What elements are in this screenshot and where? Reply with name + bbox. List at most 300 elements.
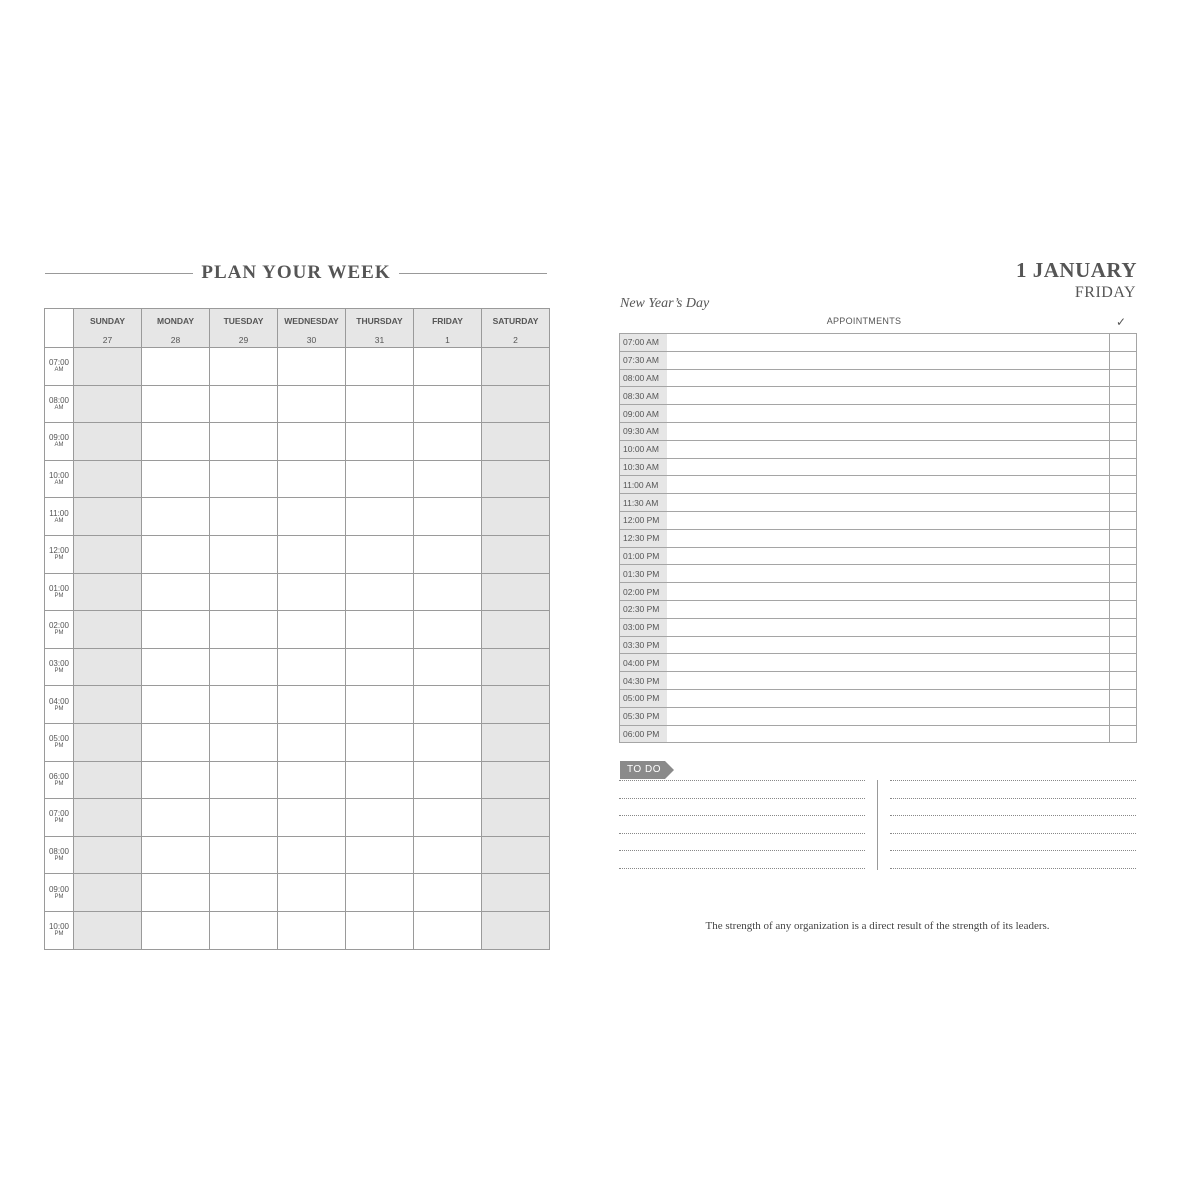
week-slot-cell[interactable] (346, 723, 414, 761)
appointment-checkbox[interactable] (1110, 458, 1137, 476)
hour-time: 07:00 (48, 358, 70, 368)
title-rule-right (399, 273, 547, 274)
appointment-checkbox[interactable] (1110, 600, 1137, 618)
week-slot-cell[interactable] (142, 385, 210, 423)
appointment-entry[interactable] (667, 636, 1110, 654)
hour-row (45, 874, 550, 912)
appointment-checkbox[interactable] (1110, 654, 1137, 672)
day-header-monday (142, 309, 210, 348)
appointment-time: 11:30 AM (620, 494, 668, 512)
week-slot-cell[interactable] (210, 535, 278, 573)
hour-ampm: PM (54, 818, 64, 825)
week-slot-cell[interactable] (210, 723, 278, 761)
appointment-time: 03:30 PM (620, 636, 668, 654)
week-slot-cell[interactable] (482, 460, 550, 498)
week-slot-cell[interactable] (278, 911, 346, 949)
hour-time: 08:00 (48, 847, 70, 857)
week-slot-cell[interactable] (414, 723, 482, 761)
week-slot-cell[interactable] (278, 498, 346, 536)
appointment-checkbox[interactable] (1110, 422, 1137, 440)
week-slot-cell[interactable] (414, 385, 482, 423)
appointment-time: 05:00 PM (620, 689, 668, 707)
hour-time: 09:00 (48, 433, 70, 443)
hour-time: 09:00 (48, 884, 70, 894)
week-slot-cell[interactable] (278, 573, 346, 611)
week-slot-cell[interactable] (142, 686, 210, 724)
appointments-table (619, 333, 1137, 743)
week-slot-cell[interactable] (142, 535, 210, 573)
day-header-sunday (74, 309, 142, 348)
hour-ampm: AM (54, 517, 64, 524)
week-slot-cell[interactable] (482, 761, 550, 799)
week-slot-cell[interactable] (278, 761, 346, 799)
week-slot-cell[interactable] (210, 874, 278, 912)
appointment-time: 12:30 PM (620, 529, 668, 547)
appointment-entry[interactable] (667, 440, 1110, 458)
hour-time: 03:00 (48, 659, 70, 669)
week-slot-cell[interactable] (414, 911, 482, 949)
todo-line[interactable] (619, 780, 865, 781)
week-slot-cell[interactable] (482, 799, 550, 837)
appointment-time: 01:00 PM (620, 547, 668, 565)
week-slot-cell[interactable] (346, 573, 414, 611)
appointment-entry[interactable] (667, 387, 1110, 405)
appointment-time: 05:30 PM (620, 707, 668, 725)
hour-time: 07:00 (48, 809, 70, 819)
week-slot-cell[interactable] (414, 535, 482, 573)
week-slot-cell[interactable] (74, 648, 142, 686)
day-number: 2 (513, 335, 518, 345)
week-slot-cell[interactable] (210, 348, 278, 386)
hour-ampm: AM (54, 404, 64, 411)
appointment-entry[interactable] (667, 422, 1110, 440)
appointments-heading: APPOINTMENTS (826, 316, 902, 326)
week-slot-cell[interactable] (414, 761, 482, 799)
week-slot-cell[interactable] (346, 874, 414, 912)
week-slot-cell[interactable] (74, 799, 142, 837)
appointment-entry[interactable] (667, 529, 1110, 547)
appointment-checkbox[interactable] (1110, 672, 1137, 690)
appointment-row (620, 405, 1137, 423)
day-header-thursday (346, 309, 414, 348)
appointment-checkbox[interactable] (1110, 476, 1137, 494)
week-slot-cell[interactable] (414, 460, 482, 498)
day-header-friday (414, 309, 482, 348)
appointment-row (620, 636, 1137, 654)
week-slot-cell[interactable] (346, 423, 414, 461)
week-slot-cell[interactable] (278, 611, 346, 649)
day-header-wednesday (278, 309, 346, 348)
hour-row (45, 460, 550, 498)
appointment-entry[interactable] (667, 583, 1110, 601)
week-slot-cell[interactable] (74, 761, 142, 799)
hour-row (45, 573, 550, 611)
appointment-checkbox[interactable] (1110, 440, 1137, 458)
week-slot-cell[interactable] (142, 611, 210, 649)
todo-column-right (890, 780, 1136, 886)
appointment-time: 08:30 AM (620, 387, 668, 405)
appointment-time: 09:00 AM (620, 405, 668, 423)
title-rule-left (45, 273, 193, 274)
week-slot-cell[interactable] (346, 648, 414, 686)
week-slot-cell[interactable] (142, 723, 210, 761)
appointment-time: 10:00 AM (620, 440, 668, 458)
appointment-row (620, 422, 1137, 440)
appointment-checkbox[interactable] (1110, 369, 1137, 387)
appointment-checkbox[interactable] (1110, 511, 1137, 529)
hour-label (45, 460, 74, 498)
week-slot-cell[interactable] (414, 648, 482, 686)
day-name: WEDNESDAY (284, 316, 339, 326)
hour-label (45, 535, 74, 573)
appointment-checkbox[interactable] (1110, 529, 1137, 547)
appointment-entry[interactable] (667, 458, 1110, 476)
week-slot-cell[interactable] (414, 836, 482, 874)
day-number: 1 (445, 335, 450, 345)
hour-ampm: PM (54, 555, 64, 562)
week-slot-cell[interactable] (142, 799, 210, 837)
week-slot-cell[interactable] (278, 874, 346, 912)
appointment-checkbox[interactable] (1110, 618, 1137, 636)
week-slot-cell[interactable] (482, 648, 550, 686)
todo-line[interactable] (890, 833, 1136, 834)
appointment-entry[interactable] (667, 672, 1110, 690)
hour-row (45, 911, 550, 949)
week-slot-cell[interactable] (346, 799, 414, 837)
week-slot-cell[interactable] (74, 573, 142, 611)
hour-row (45, 423, 550, 461)
day-number: 31 (374, 335, 385, 345)
day-number: 30 (306, 335, 317, 345)
appointment-row (620, 689, 1137, 707)
appointment-checkbox[interactable] (1110, 583, 1137, 601)
week-slot-cell[interactable] (346, 911, 414, 949)
hour-label (45, 648, 74, 686)
week-slot-cell[interactable] (210, 911, 278, 949)
appointment-row (620, 565, 1137, 583)
appointment-entry[interactable] (667, 351, 1110, 369)
hour-ampm: PM (54, 630, 64, 637)
week-slot-cell[interactable] (210, 761, 278, 799)
appointment-checkbox[interactable] (1110, 707, 1137, 725)
quote: The strength of any organization is a direct result of the strength of its leaders. (705, 920, 1050, 932)
week-slot-cell[interactable] (142, 348, 210, 386)
appointment-time: 02:00 PM (620, 583, 668, 601)
appointment-entry[interactable] (667, 689, 1110, 707)
hour-label (45, 498, 74, 536)
day-date: 1 JANUARY (1015, 258, 1137, 282)
todo-line[interactable] (890, 868, 1136, 869)
week-slot-cell[interactable] (278, 348, 346, 386)
hour-label (45, 911, 74, 949)
appointment-checkbox[interactable] (1110, 405, 1137, 423)
week-slot-cell[interactable] (482, 573, 550, 611)
hour-label (45, 385, 74, 423)
hour-label (45, 686, 74, 724)
hour-label (45, 423, 74, 461)
hour-label (45, 348, 74, 386)
appointment-row (620, 369, 1137, 387)
appointment-time: 10:30 AM (620, 458, 668, 476)
appointment-row (620, 583, 1137, 601)
appointment-checkbox[interactable] (1110, 547, 1137, 565)
appointment-entry[interactable] (667, 334, 1110, 352)
appointment-entry[interactable] (667, 654, 1110, 672)
week-slot-cell[interactable] (74, 348, 142, 386)
appointment-time: 07:30 AM (620, 351, 668, 369)
week-slot-cell[interactable] (278, 723, 346, 761)
appointment-checkbox[interactable] (1110, 387, 1137, 405)
appointment-checkbox[interactable] (1110, 636, 1137, 654)
week-slot-cell[interactable] (278, 460, 346, 498)
week-slot-cell[interactable] (414, 874, 482, 912)
week-slot-cell[interactable] (414, 423, 482, 461)
week-slot-cell[interactable] (278, 535, 346, 573)
appointment-time: 12:00 PM (620, 511, 668, 529)
hour-ampm: PM (54, 893, 64, 900)
week-slot-cell[interactable] (142, 460, 210, 498)
week-slot-cell[interactable] (278, 799, 346, 837)
weekday-header-row (45, 309, 550, 348)
hour-row (45, 723, 550, 761)
appointment-checkbox[interactable] (1110, 494, 1137, 512)
week-slot-cell[interactable] (142, 423, 210, 461)
week-slot-cell[interactable] (74, 460, 142, 498)
appointment-row (620, 672, 1137, 690)
todo-line[interactable] (619, 833, 865, 834)
appointment-entry[interactable] (667, 547, 1110, 565)
week-slot-cell[interactable] (74, 498, 142, 536)
todo-line[interactable] (619, 868, 865, 869)
appointment-checkbox[interactable] (1110, 351, 1137, 369)
todo-line[interactable] (890, 798, 1136, 799)
hour-ampm: PM (54, 705, 64, 712)
day-weekday: FRIDAY (1074, 284, 1136, 301)
appointment-row (620, 547, 1137, 565)
week-slot-cell[interactable] (210, 799, 278, 837)
hour-time: 05:00 (48, 734, 70, 744)
week-slot-cell[interactable] (74, 723, 142, 761)
week-slot-cell[interactable] (210, 648, 278, 686)
week-slot-cell[interactable] (74, 911, 142, 949)
hour-time: 08:00 (48, 395, 70, 405)
week-slot-cell[interactable] (210, 423, 278, 461)
appointment-row (620, 511, 1137, 529)
week-slot-cell[interactable] (482, 535, 550, 573)
hour-time: 06:00 (48, 771, 70, 781)
week-slot-cell[interactable] (210, 611, 278, 649)
week-slot-cell[interactable] (74, 611, 142, 649)
appointment-entry[interactable] (667, 618, 1110, 636)
todo-line[interactable] (619, 815, 865, 816)
appointment-time: 11:00 AM (620, 476, 668, 494)
week-slot-cell[interactable] (142, 498, 210, 536)
week-slot-cell[interactable] (142, 836, 210, 874)
hour-row (45, 498, 550, 536)
week-slot-cell[interactable] (482, 611, 550, 649)
week-slot-cell[interactable] (346, 836, 414, 874)
appointment-time: 01:30 PM (620, 565, 668, 583)
todo-line[interactable] (890, 815, 1136, 816)
week-slot-cell[interactable] (142, 761, 210, 799)
week-slot-cell[interactable] (414, 498, 482, 536)
hour-label (45, 799, 74, 837)
appointment-row (620, 351, 1137, 369)
hour-ampm: PM (54, 592, 64, 599)
appointment-entry[interactable] (667, 369, 1110, 387)
appointment-entry[interactable] (667, 405, 1110, 423)
appointment-entry[interactable] (667, 511, 1110, 529)
week-slot-cell[interactable] (278, 836, 346, 874)
week-slot-cell[interactable] (278, 423, 346, 461)
appointment-row (620, 458, 1137, 476)
appointment-time: 03:00 PM (620, 618, 668, 636)
todo-label: TO DO (627, 764, 661, 775)
week-slot-cell[interactable] (482, 686, 550, 724)
todo-tag (620, 761, 674, 779)
appointment-time: 04:30 PM (620, 672, 668, 690)
appointment-time: 07:00 AM (620, 334, 668, 352)
appointment-time: 06:00 PM (620, 725, 668, 743)
hour-label (45, 761, 74, 799)
week-slot-cell[interactable] (278, 686, 346, 724)
week-slot-cell[interactable] (74, 836, 142, 874)
appointment-entry[interactable] (667, 600, 1110, 618)
hour-ampm: PM (54, 931, 64, 938)
week-slot-cell[interactable] (74, 423, 142, 461)
day-header-saturday (482, 309, 550, 348)
hour-row (45, 686, 550, 724)
hour-label (45, 611, 74, 649)
hour-row (45, 611, 550, 649)
week-slot-cell[interactable] (346, 535, 414, 573)
appointment-row (620, 334, 1137, 352)
appointment-entry[interactable] (667, 707, 1110, 725)
appointment-row (620, 387, 1137, 405)
appointment-row (620, 476, 1137, 494)
week-slot-cell[interactable] (74, 385, 142, 423)
day-name: TUESDAY (223, 316, 264, 326)
week-slot-cell[interactable] (278, 648, 346, 686)
week-slot-cell[interactable] (414, 573, 482, 611)
hour-row (45, 385, 550, 423)
week-slot-cell[interactable] (74, 535, 142, 573)
week-slot-cell[interactable] (346, 611, 414, 649)
week-slot-cell[interactable] (278, 385, 346, 423)
hour-label (45, 874, 74, 912)
week-slot-cell[interactable] (346, 761, 414, 799)
week-slot-cell[interactable] (346, 686, 414, 724)
week-slot-cell[interactable] (210, 498, 278, 536)
day-name: THURSDAY (356, 316, 403, 326)
appointment-checkbox[interactable] (1110, 334, 1137, 352)
hour-time: 10:00 (48, 471, 70, 481)
hour-time: 10:00 (48, 922, 70, 932)
week-slot-cell[interactable] (142, 648, 210, 686)
week-slot-cell[interactable] (142, 874, 210, 912)
week-slot-cell[interactable] (142, 573, 210, 611)
week-slot-cell[interactable] (210, 836, 278, 874)
hour-time: 12:00 (48, 546, 70, 556)
todo-line[interactable] (619, 850, 865, 851)
day-number: 27 (102, 335, 113, 345)
week-slot-cell[interactable] (414, 611, 482, 649)
week-slot-cell[interactable] (414, 799, 482, 837)
day-name: SATURDAY (492, 316, 539, 326)
appointment-time: 04:00 PM (620, 654, 668, 672)
week-slot-cell[interactable] (482, 874, 550, 912)
day-name: MONDAY (157, 316, 194, 326)
week-slot-cell[interactable] (482, 423, 550, 461)
appointment-row (620, 725, 1137, 743)
hour-label (45, 573, 74, 611)
appointment-checkbox[interactable] (1110, 565, 1137, 583)
hour-label (45, 723, 74, 761)
week-slot-cell[interactable] (74, 874, 142, 912)
weekly-planner-grid (44, 308, 550, 950)
week-slot-cell[interactable] (346, 385, 414, 423)
hour-time: 01:00 (48, 583, 70, 593)
appointment-entry[interactable] (667, 494, 1110, 512)
week-slot-cell[interactable] (482, 836, 550, 874)
appointment-entry[interactable] (667, 565, 1110, 583)
week-slot-cell[interactable] (74, 686, 142, 724)
day-number: 29 (238, 335, 249, 345)
week-slot-cell[interactable] (346, 460, 414, 498)
hour-ampm: AM (54, 442, 64, 449)
todo-line[interactable] (890, 850, 1136, 851)
week-slot-cell[interactable] (210, 573, 278, 611)
appointment-entry[interactable] (667, 476, 1110, 494)
todo-line[interactable] (890, 780, 1136, 781)
week-slot-cell[interactable] (482, 723, 550, 761)
todo-column-left (619, 780, 865, 886)
appointment-entry[interactable] (667, 725, 1110, 743)
week-slot-cell[interactable] (482, 911, 550, 949)
hour-row (45, 648, 550, 686)
appointment-time: 02:30 PM (620, 600, 668, 618)
checkmark-icon: ✓ (1116, 315, 1127, 329)
week-slot-cell[interactable] (482, 385, 550, 423)
week-slot-cell[interactable] (346, 348, 414, 386)
week-slot-cell[interactable] (210, 686, 278, 724)
day-number: 28 (170, 335, 181, 345)
appointment-row (620, 618, 1137, 636)
day-name: FRIDAY (432, 316, 463, 326)
appointment-checkbox[interactable] (1110, 725, 1137, 743)
day-header-tuesday (210, 309, 278, 348)
week-slot-cell[interactable] (414, 686, 482, 724)
week-slot-cell[interactable] (142, 911, 210, 949)
appointment-row (620, 494, 1137, 512)
week-slot-cell[interactable] (210, 385, 278, 423)
holiday-label: New Year’s Day (620, 296, 710, 311)
hour-row (45, 836, 550, 874)
week-slot-cell[interactable] (210, 460, 278, 498)
week-slot-cell[interactable] (414, 348, 482, 386)
week-slot-cell[interactable] (346, 498, 414, 536)
hour-ampm: AM (54, 480, 64, 487)
appointment-checkbox[interactable] (1110, 689, 1137, 707)
week-slot-cell[interactable] (482, 498, 550, 536)
todo-line[interactable] (619, 798, 865, 799)
hour-ampm: PM (54, 743, 64, 750)
week-title: PLAN YOUR WEEK (201, 262, 391, 283)
hour-ampm: PM (54, 668, 64, 675)
appointment-time: 08:00 AM (620, 369, 668, 387)
appointment-time: 09:30 AM (620, 422, 668, 440)
week-slot-cell[interactable] (482, 348, 550, 386)
